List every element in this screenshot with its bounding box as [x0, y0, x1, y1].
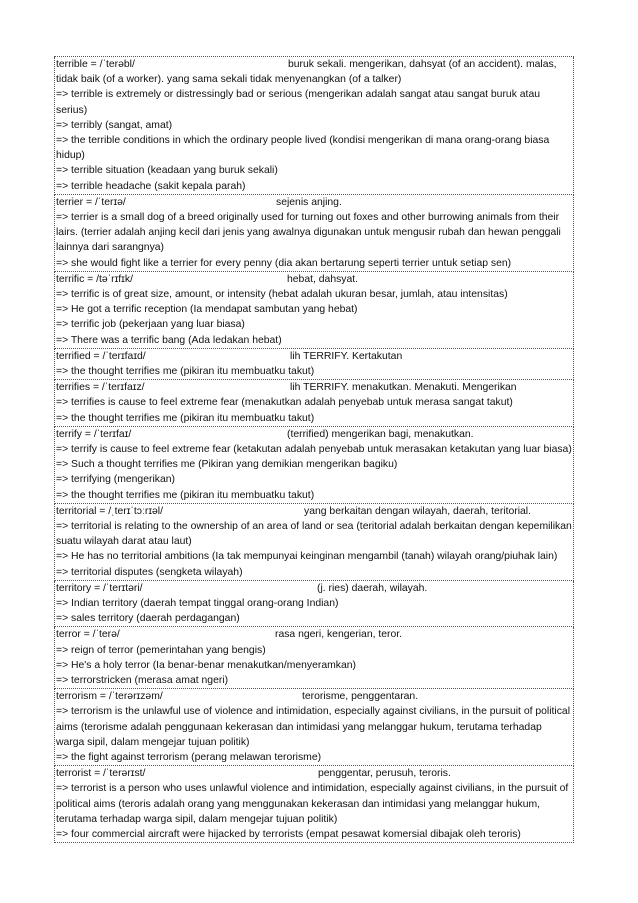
entry-line: => terrier is a small dog of a breed originally used for turning out foxes and other burrowing animals from their lairs. (terrier adalah anjing kecil dari jenis yang awalnya digunakan untuk mengusir rubah dan hewan penggali lainnya dari sarangnya) — [56, 212, 561, 254]
entry-line: => terrific is of great size, amount, or intensity (hebat adalah ukuran besar, jumlah, atau intensitas) — [56, 289, 508, 300]
entry-line: => terrifies is cause to feel extreme fear (menakutkan adalah penyebab untuk merasa sangat takut) — [56, 397, 513, 409]
entry-line: => terrorstricken (merasa amat ngeri) — [56, 674, 229, 686]
entry-line: => four commercial aircraft were hijacked by terrorists (empat pesawat komersial dibajak oleh teroris) — [56, 828, 521, 840]
entry-line: tidak baik (of a worker). yang sama sekali tidak menyenangkan (of a talker) — [56, 74, 402, 86]
entry-line: => terrifying (mengerikan) — [56, 474, 175, 486]
headword: terrific = /təˈrɪfɪk/ — [56, 273, 133, 285]
gloss: lih TERRIFY. Kertakutan — [290, 350, 403, 362]
entry-head — [56, 627, 572, 642]
entry-line: => territorial is relating to the ownership of an area of land or sea (teritorial adalah berkaitan dengan kepemilikan suatu wilayah darat atau laut) — [56, 520, 572, 548]
headword: territorial = /ˌterɪˈtɔːrɪəl/ — [56, 505, 163, 517]
entry-head — [56, 57, 572, 72]
entry-terrorism — [54, 689, 574, 766]
entry-line: => terrific job (pekerjaan yang luar biasa) — [56, 319, 245, 331]
entry-line: => terrorist is a person who uses unlawful violence and intimidation, especially against civilians, in the pursuit of political aims (teroris adalah orang yang menggunakan kekerasan dan intimidasi yang melanggar hukum, terutama terhadap warga sipil, dalam mengejar tujuan politik) — [56, 783, 569, 825]
entry-head — [56, 195, 572, 210]
entry-terrifies — [54, 380, 574, 427]
entry-terrify — [54, 427, 574, 504]
headword: terrier = /ˈterɪə/ — [56, 196, 126, 208]
entry-line: => Such a thought terrifies me (Pikiran yang demikian mengerikan bagiku) — [56, 459, 398, 471]
gloss: hebat, dahsyat. — [287, 273, 359, 285]
entry-head — [56, 766, 572, 781]
gloss: rasa ngeri, kengerian, teror. — [275, 629, 403, 641]
entry-line: => she would fight like a terrier for every penny (dia akan bertarung seperti terrier untuk setiap sen) — [56, 257, 512, 269]
entry-line: => There was a terrific bang (Ada ledakan hebat) — [56, 334, 282, 346]
entry-line: => terrify is cause to feel extreme fear (ketakutan adalah penyebab untuk merasakan ketakutan yang luar biasa) — [56, 443, 572, 455]
entry-line: => the terrible conditions in which the ordinary people lived (kondisi mengerikan di mana orang-orang biasa hidup) — [56, 135, 550, 162]
headword: terrorist = /ˈterərɪst/ — [56, 768, 146, 780]
gloss: lih TERRIFY. menakutkan. Menakuti. Mengerikan — [290, 382, 517, 394]
entry-terrific — [54, 272, 574, 349]
headword: terrible = /ˈterəbl/ — [56, 59, 135, 70]
entry-terrified — [54, 349, 574, 380]
headword: terrorism = /ˈterərɪzəm/ — [56, 691, 163, 703]
entry-line: => territorial disputes (sengketa wilayah) — [56, 566, 243, 578]
gloss: sejenis anjing. — [276, 196, 342, 208]
entry-head — [56, 581, 572, 596]
entry-head — [56, 380, 572, 395]
entry-line: => Indian territory (daerah tempat tinggal orang-orang Indian) — [56, 597, 339, 609]
entry-terrier — [54, 195, 574, 272]
entry-line: => He got a terrific reception (Ia mendapat sambutan yang hebat) — [56, 304, 358, 316]
headword: terrify = /ˈterɪfaɪ/ — [56, 428, 132, 440]
headword: territory = /ˈterɪtəri/ — [56, 582, 143, 594]
entry-terror — [54, 627, 574, 689]
gloss: (terrified) mengerikan bagi, menakutkan. — [287, 428, 474, 440]
gloss: buruk sekali. mengerikan, dahsyat (of an accident). malas, — [288, 59, 557, 70]
entry-line: => the thought terrifies me (pikiran itu membuatku takut) — [56, 412, 315, 424]
entry-line: => terrible situation (keadaan yang buruk sekali) — [56, 165, 278, 177]
gloss: terorisme, penggentaran. — [302, 691, 419, 703]
entry-line: => reign of terror (pemerintahan yang bengis) — [56, 644, 266, 656]
entry-head — [56, 504, 572, 519]
entry-terrible — [54, 57, 574, 195]
entry-line: => He's a holy terror (Ia benar-benar menakutkan/menyeramkan) — [56, 659, 356, 671]
entry-line: => the thought terrifies me (pikiran itu membuatku takut) — [56, 489, 315, 501]
entry-line: => terrorism is the unlawful use of violence and intimidation, especially against civilians, in the pursuit of political aims (terorisme adalah penggunaan kekerasan dan intimidasi yang melanggar hukum, terutama terhadap warga sipil, dalam mengejar tujuan politik) — [56, 706, 571, 748]
entry-head — [56, 427, 572, 442]
entry-territorial — [54, 504, 574, 581]
gloss: penggentar, perusuh, teroris. — [318, 768, 451, 780]
headword: terror = /ˈterə/ — [56, 629, 120, 641]
entry-line: => terrible headache (sakit kepala parah) — [56, 180, 246, 192]
entry-line: => the thought terrifies me (pikiran itu membuatku takut) — [56, 366, 315, 377]
entry-line: => sales territory (daerah perdagangan) — [56, 613, 240, 625]
entry-line: => the fight against terrorism (perang melawan terorisme) — [56, 751, 322, 763]
entry-line: => terribly (sangat, amat) — [56, 119, 173, 131]
entry-terrorist — [54, 766, 574, 843]
entry-head — [56, 272, 572, 287]
entry-line: => terrible is extremely or distressingly bad or serious (mengerikan adalah sangat atau sangat buruk atau serius) — [56, 89, 541, 116]
entry-territory — [54, 581, 574, 628]
entry-line: => He has no territorial ambitions (Ia tak mempunyai keinginan mengambil (tanah) wilayah orang/piuhak lain) — [56, 551, 558, 563]
entry-head — [56, 349, 572, 364]
gloss: (j. ries) daerah, wilayah. — [317, 582, 428, 594]
gloss: yang berkaitan dengan wilayah, daerah, teritorial. — [304, 505, 532, 517]
dictionary-sheet — [54, 56, 574, 843]
headword: terrified = /ˈterɪfaɪd/ — [56, 350, 146, 362]
headword: terrifies = /ˈterɪfaɪz/ — [56, 382, 145, 394]
entry-head — [56, 689, 572, 704]
